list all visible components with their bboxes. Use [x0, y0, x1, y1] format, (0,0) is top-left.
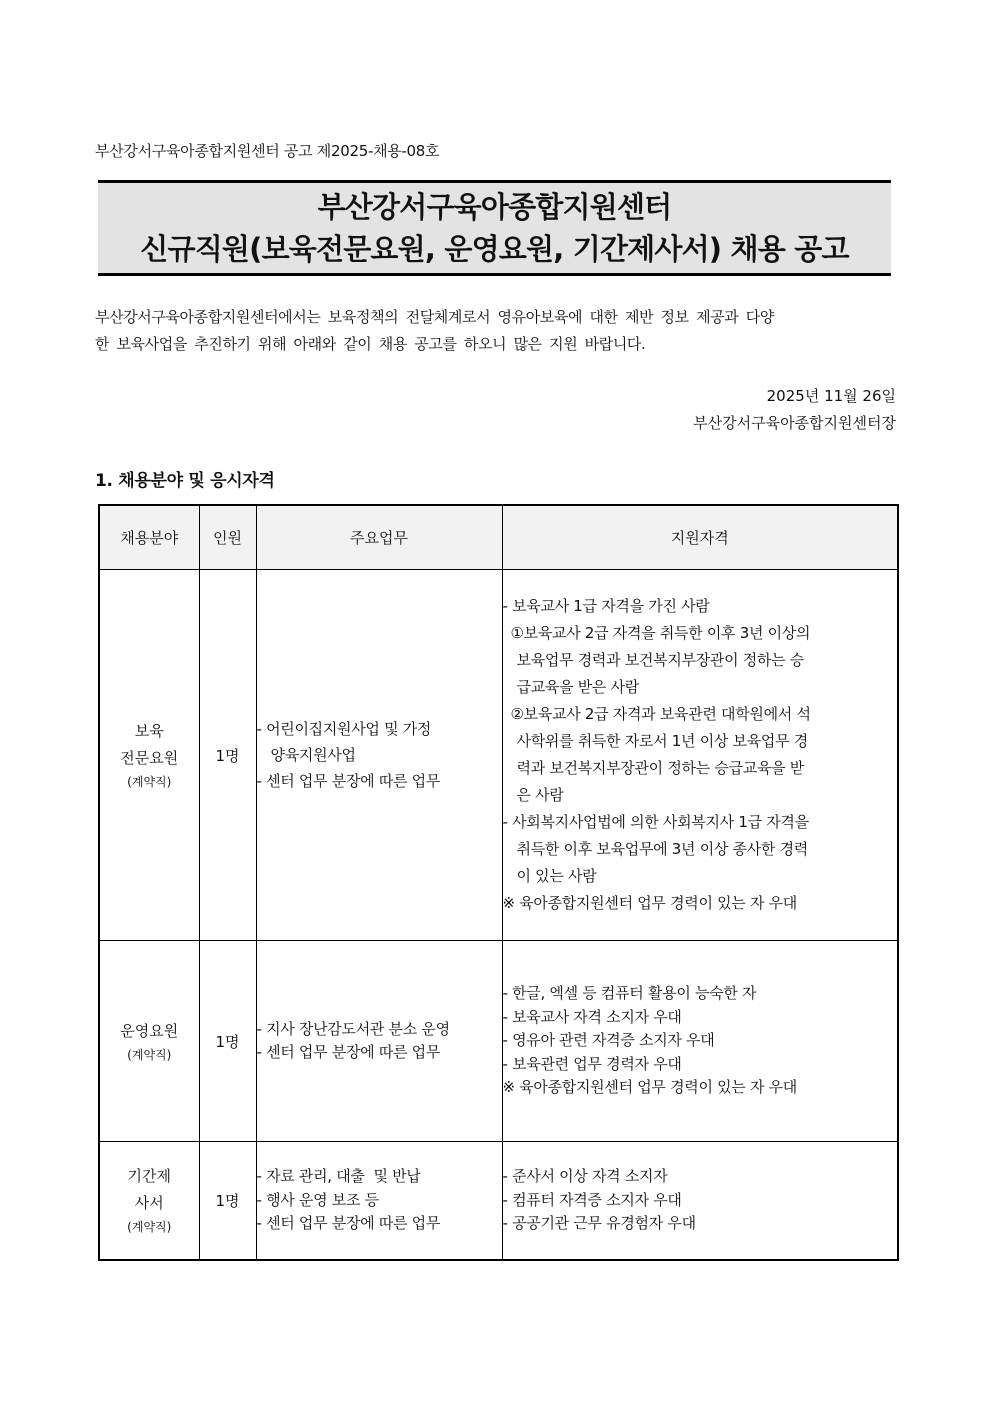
intro-line-1: 부산강서구육아종합지원센터에서는 보육정책의 전달체계로서 영유아보육에 대한 제반 정보 제공과 다양 [95, 308, 774, 326]
qualification-item: 이 있는 사람 [516, 867, 597, 885]
qualification-item: - 보육교사 1급 자격을 가진 사람 [502, 597, 710, 615]
intro-paragraph [95, 304, 896, 358]
signer: 부산강서구육아종합지원센터장 [693, 414, 896, 432]
header-count: 인원 [199, 505, 256, 570]
duty-item: - 센터 업무 분장에 따른 업무 [256, 1043, 441, 1061]
qualification-item: 급교육을 받은 사람 [516, 678, 639, 696]
qualification-item: ※ 육아종합지원센터 업무 경력이 있는 자 우대 [502, 894, 797, 912]
qualifications-cell [502, 1142, 898, 1260]
field-cell [99, 1142, 199, 1260]
field-name: 보육 [134, 722, 164, 740]
page-title: 부산강서구육아종합지원센터 [317, 190, 672, 224]
field-name: 사서 [134, 1194, 164, 1213]
contract-type: (계약직) [127, 775, 172, 789]
qualification-item: ※ 육아종합지원센터 업무 경력이 있는 자 우대 [502, 1078, 797, 1097]
duty-item: - 지사 장난감도서관 분소 운영 [256, 1019, 450, 1038]
qualification-item: 은 사람 [516, 786, 564, 804]
qualification-item: - 보육교사 자격 소지자 우대 [502, 1007, 682, 1026]
header-duties: 주요업무 [256, 505, 502, 570]
duty-item: - 자료 관리, 대출 및 반납 [256, 1167, 421, 1185]
count-cell: 1명 [199, 1142, 256, 1260]
qualification-item: - 영유아 관련 자격증 소지자 우대 [502, 1031, 715, 1050]
title-box [98, 180, 891, 276]
qualification-item: - 보육관련 업무 경력자 우대 [502, 1054, 682, 1073]
notice-date: 2025년 11월 26일 [766, 387, 896, 405]
section-1-title: 1. 채용분야 및 응시자격 [95, 471, 275, 491]
table-header-row [99, 505, 898, 570]
duties-cell [256, 941, 502, 1142]
field-name: 기간제 [127, 1167, 171, 1186]
field-cell [99, 941, 199, 1142]
field-name: 운영요원 [120, 1021, 179, 1040]
qualification-item: ②보육교사 2급 자격과 보육관련 대학원에서 석 [510, 705, 811, 723]
contract-type: (계약직) [127, 1047, 172, 1062]
duty-item: 양육지원사업 [270, 746, 356, 764]
contract-type: (계약직) [127, 1220, 172, 1235]
duties-cell [256, 1142, 502, 1260]
table-row [99, 570, 898, 941]
qualification-item: 취득한 이후 보육업무에 3년 이상 종사한 경력 [516, 840, 808, 858]
qualifications-cell [502, 570, 898, 941]
duty-item: - 어린이집지원사업 및 가정 [256, 720, 432, 738]
qualification-item: 력과 보건복지부장관이 정하는 승급교육을 받 [516, 759, 804, 777]
qualification-item: - 공공기관 근무 유경험자 우대 [502, 1214, 696, 1232]
qualification-item: 보육업무 경력과 보건복지부장관이 정하는 승 [516, 651, 804, 669]
field-cell [99, 570, 199, 941]
qualification-item: - 사회복지사업법에 의한 사회복지사 1급 자격을 [502, 813, 809, 831]
notice-number: 부산강서구육아종합지원센터 공고 제2025-채용-08호 [95, 142, 440, 160]
qualification-item: ①보육교사 2급 자격을 취득한 이후 3년 이상의 [510, 624, 811, 642]
page-subtitle: 신규직원(보육전문요원, 운영요원, 기간제사서) 채용 공고 [140, 232, 849, 266]
header-qualifications: 지원자격 [502, 505, 898, 570]
field-name: 전문요원 [120, 749, 179, 767]
recruitment-table [98, 504, 899, 1261]
qualifications-cell [502, 941, 898, 1142]
qualification-item: - 컴퓨터 자격증 소지자 우대 [502, 1190, 682, 1209]
table-row [99, 1142, 898, 1260]
count-cell: 1명 [199, 941, 256, 1142]
table-row [99, 941, 898, 1142]
duty-item: - 행사 운영 보조 등 [256, 1190, 379, 1209]
duty-item: - 센터 업무 분장에 따른 업무 [256, 1214, 441, 1232]
duties-cell [256, 570, 502, 941]
count-cell: 1명 [199, 570, 256, 941]
header-field: 채용분야 [99, 505, 199, 570]
qualification-item: - 준사서 이상 자격 소지자 [502, 1167, 668, 1185]
duty-item: - 센터 업무 분장에 따른 업무 [256, 772, 441, 790]
qualification-item: 사학위를 취득한 자로서 1년 이상 보육업무 경 [516, 732, 808, 750]
intro-line-2: 한 보육사업을 추진하기 위해 아래와 같이 채용 공고를 하오니 많은 지원 바랍니다. [95, 335, 646, 353]
qualification-item: - 한글, 엑셀 등 컴퓨터 활용이 능숙한 자 [502, 984, 757, 1003]
